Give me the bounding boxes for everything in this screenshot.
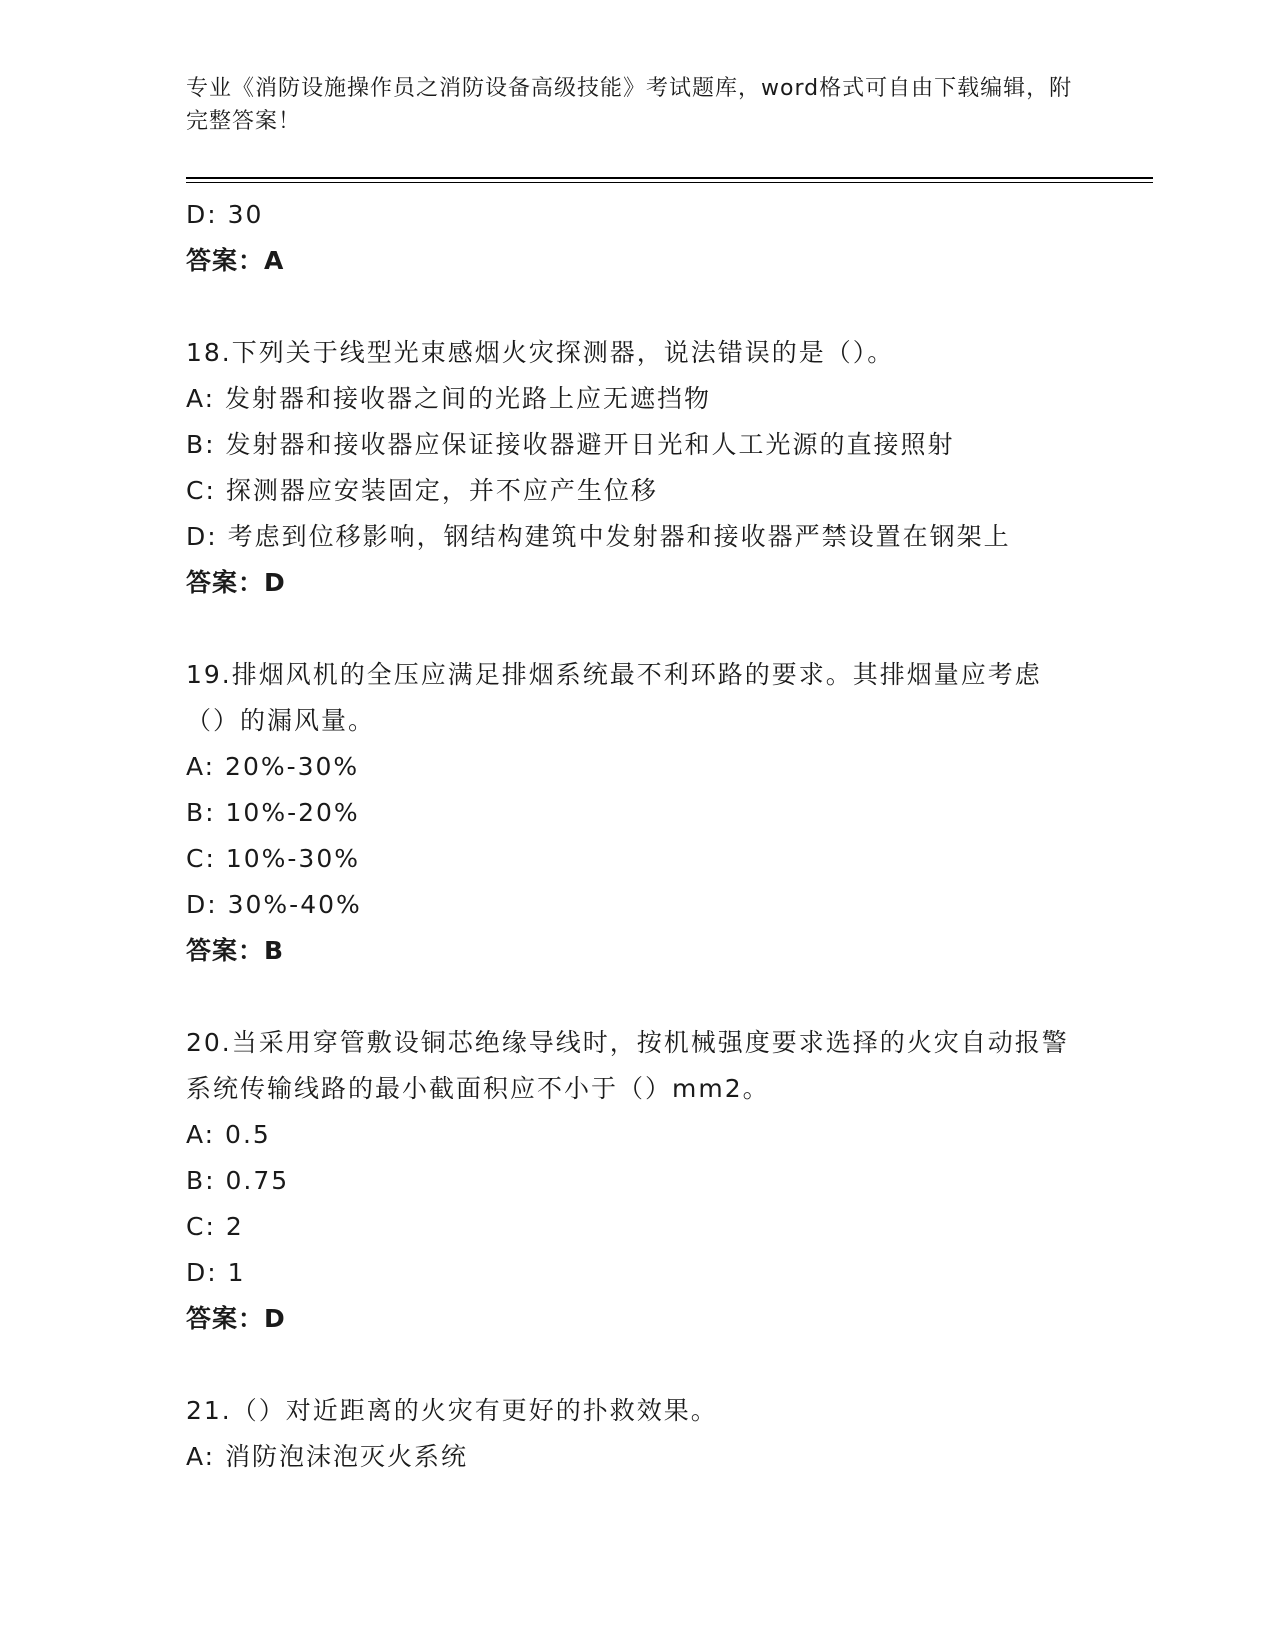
- previous-answer: 答案：A: [186, 246, 285, 275]
- option-b: B: 发射器和接收器应保证接收器避开日光和人工光源的直接照射: [186, 430, 955, 459]
- question-stem: 19.排烟风机的全压应满足排烟系统最不利环路的要求。其排烟量应考虑（）的漏风量。: [186, 660, 1042, 735]
- option-c: C: 探测器应安装固定，并不应产生位移: [186, 476, 658, 505]
- option-a: A: 20%-30%: [186, 752, 360, 781]
- question-18: [186, 330, 1086, 606]
- option-b: B: 10%-20%: [186, 798, 360, 827]
- option-b: B: 0.75: [186, 1166, 290, 1195]
- question-answer: 答案：D: [186, 1304, 286, 1333]
- option-a: A: 0.5: [186, 1120, 271, 1149]
- option-a: A: 发射器和接收器之间的光路上应无遮挡物: [186, 384, 712, 413]
- question-list: [186, 192, 1086, 1480]
- document-header: 专业《消防设施操作员之消防设备高级技能》考试题库，word格式可自由下载编辑，附完整答案！: [186, 76, 1073, 134]
- header-divider-thick: [186, 177, 1153, 179]
- question-stem: 18.下列关于线型光束感烟火灾探测器，说法错误的是（）。: [186, 338, 895, 367]
- option-c: C: 2: [186, 1212, 244, 1241]
- option-d: D: 30%-40%: [186, 890, 362, 919]
- question-stem: 20.当采用穿管敷设铜芯绝缘导线时，按机械强度要求选择的火灾自动报警系统传输线路的最小截面积应不小于（）mm2。: [186, 1028, 1069, 1103]
- question-answer: 答案：D: [186, 568, 286, 597]
- question-stem: 21.（）对近距离的火灾有更好的扑救效果。: [186, 1396, 718, 1425]
- question-19: [186, 652, 1086, 974]
- question-answer: 答案：B: [186, 936, 285, 965]
- question-21: [186, 1388, 1086, 1480]
- option-c: C: 10%-30%: [186, 844, 360, 873]
- option-d: D: 1: [186, 1258, 246, 1287]
- question-20: [186, 1020, 1086, 1342]
- header-divider-thin: [186, 182, 1153, 183]
- option-d: D: 考虑到位移影响，钢结构建筑中发射器和接收器严禁设置在钢架上: [186, 522, 1011, 551]
- option-a: A: 消防泡沫泡灭火系统: [186, 1442, 469, 1471]
- previous-option-d: D: 30: [186, 200, 264, 229]
